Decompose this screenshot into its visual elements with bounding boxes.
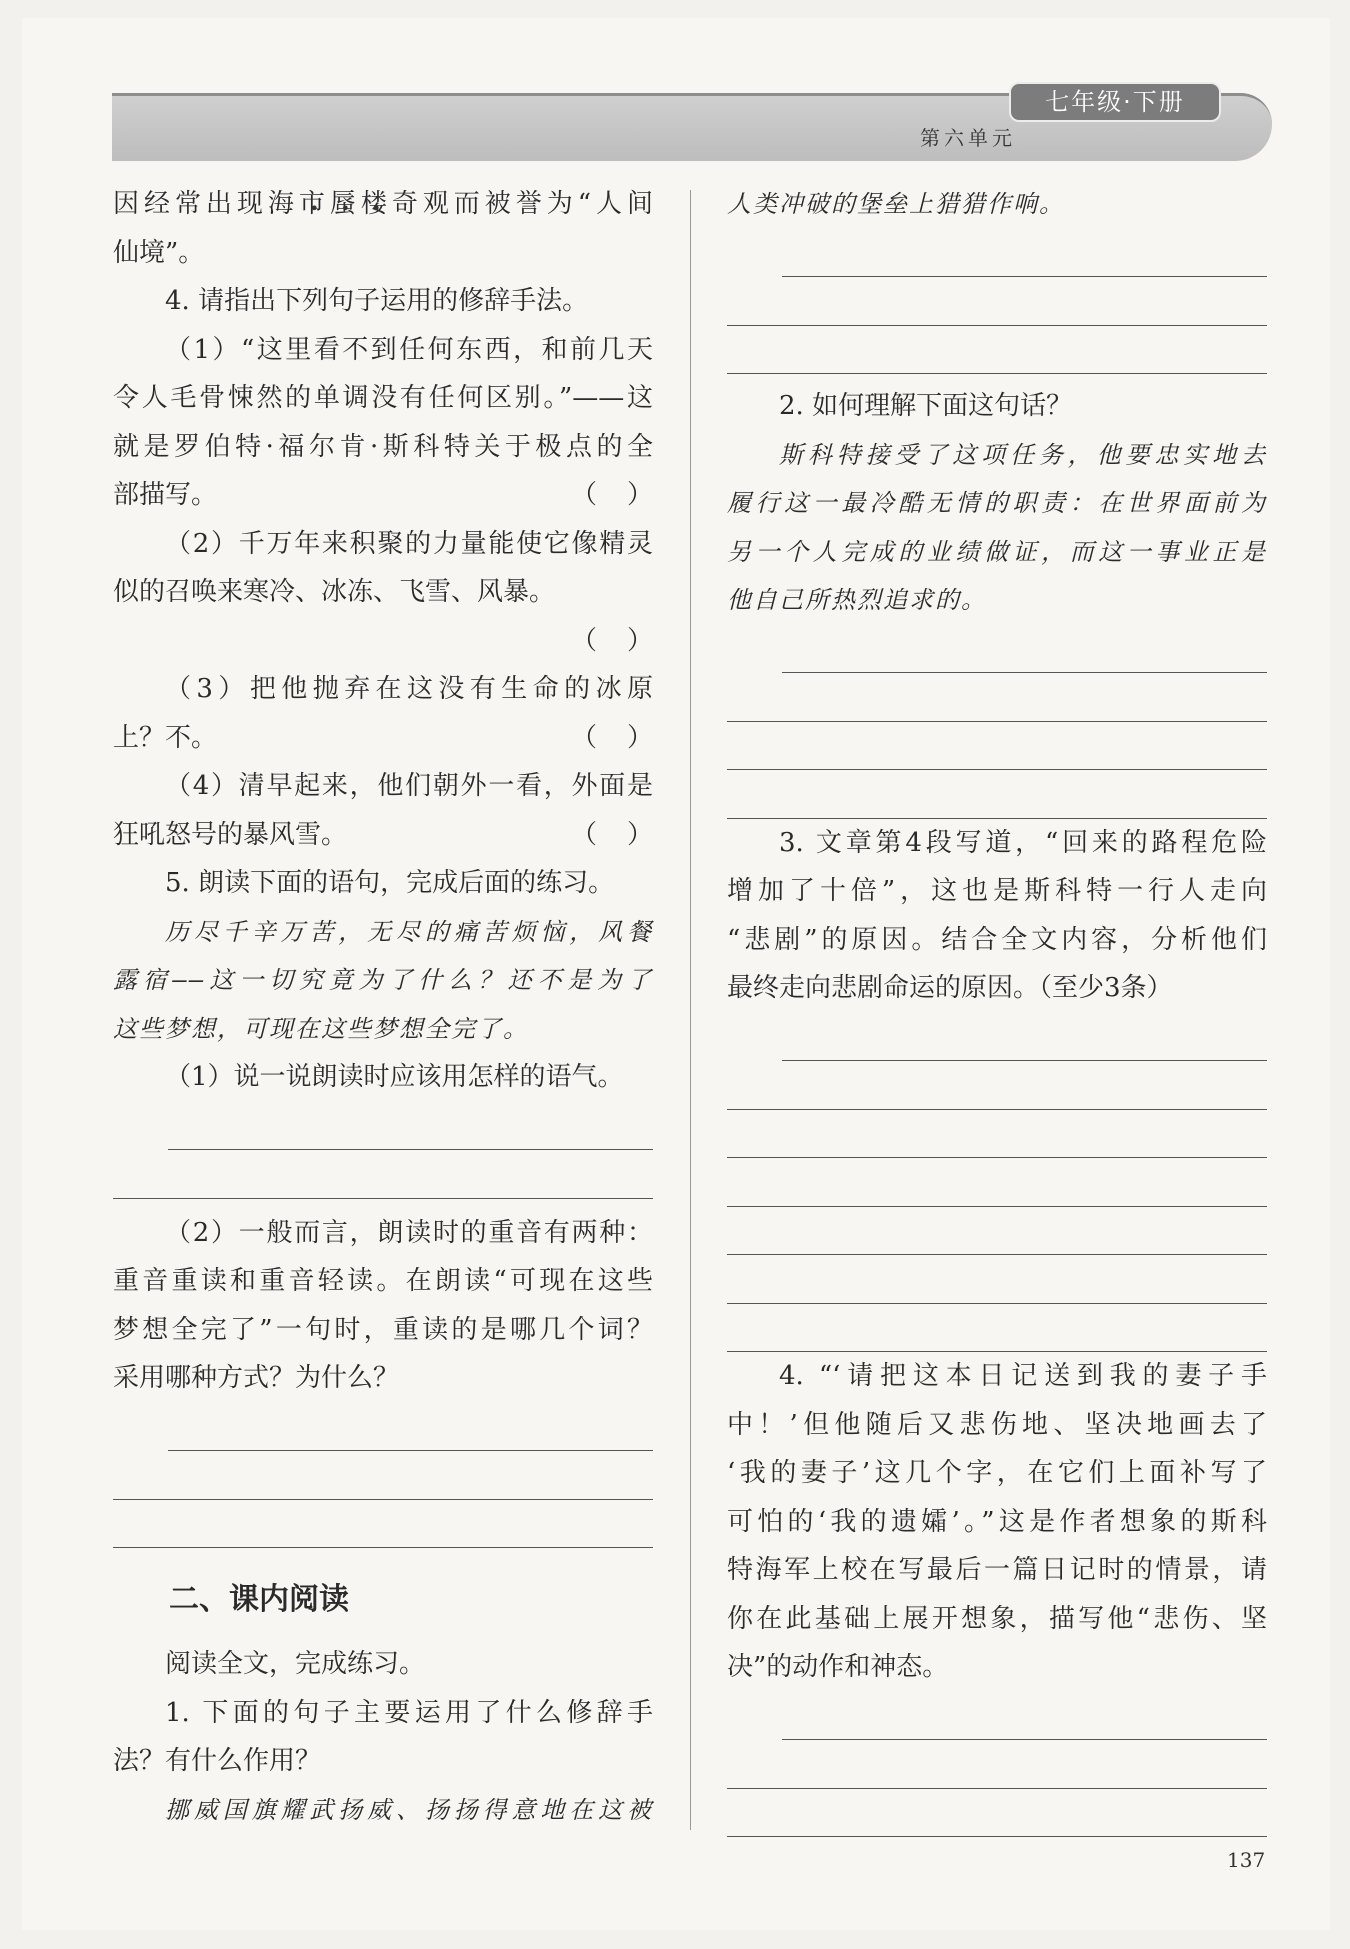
- answer-line[interactable]: [113, 1150, 653, 1199]
- text-line: 仙境”。: [113, 237, 205, 268]
- quote-line: 历尽千辛万苦，无尽的痛苦烦恼，风餐: [165, 917, 653, 946]
- answer-line[interactable]: [168, 1403, 653, 1452]
- section-intro: 阅读全文，完成练习。: [165, 1649, 426, 1679]
- column-divider: [690, 190, 691, 1830]
- quote-line: 履行这一最冷酷无情的职责：在世界面前为: [727, 489, 1267, 517]
- text-line: 可怕的‘我的遗孀’。”这是作者想象的斯科: [727, 1506, 1267, 1537]
- text-line: 梦想全完了”一句时，重读的是哪几个词？: [113, 1314, 653, 1345]
- answer-line[interactable]: [727, 1110, 1267, 1159]
- text-line: ‘我的妻子’这几个字，在它们上面补写了: [727, 1458, 1267, 1488]
- answer-line[interactable]: [782, 229, 1267, 278]
- answer-line[interactable]: [727, 1158, 1267, 1207]
- answer-parentheses[interactable]: （ ）: [571, 480, 653, 510]
- left-column: [113, 180, 653, 1834]
- answer-line[interactable]: [727, 722, 1267, 771]
- quote-line: 挪威国旗耀武扬威、扬扬得意地在这被: [165, 1795, 653, 1824]
- text-line: （4）清早起来，他们朝外一看，外面是: [165, 771, 653, 801]
- quote-line: 他自己所热烈追求的。: [727, 586, 987, 614]
- answer-row: [113, 811, 653, 860]
- text-line: 上？不。: [113, 722, 218, 753]
- question-2-title: 2. 如何理解下面这句话？: [779, 391, 1073, 421]
- answer-line[interactable]: [727, 1740, 1267, 1789]
- unit-label: 第六单元: [920, 126, 1016, 150]
- section-title: 二、课内阅读: [169, 1582, 349, 1617]
- answer-line[interactable]: [727, 1789, 1267, 1838]
- text-line: “悲剧”的原因。结合全文内容，分析他们: [727, 924, 1267, 955]
- answer-line[interactable]: [727, 277, 1267, 326]
- quote-line: 人类冲破的堡垒上猎猎作响。: [727, 190, 1065, 218]
- answer-line[interactable]: [727, 770, 1267, 819]
- text-line: 狂吼怒号的暴风雪。: [113, 819, 348, 850]
- text-line: 你在此基础上展开想象，描写他“悲伤、坚: [727, 1603, 1267, 1634]
- emphasized-char: 蜃 •: [330, 189, 361, 219]
- grade-tag: 七年级·下册: [1009, 82, 1221, 122]
- answer-parentheses[interactable]: （ ）: [571, 722, 653, 753]
- answer-line[interactable]: [782, 1692, 1267, 1741]
- emphasized-char: 市 •: [299, 189, 330, 219]
- answer-row: [113, 617, 653, 666]
- answer-parentheses[interactable]: （ ）: [571, 819, 653, 850]
- question-5-2: （2）一般而言，朗读时的重音有两种：: [165, 1217, 653, 1248]
- answer-line[interactable]: [727, 326, 1267, 375]
- text-line: 令人毛骨悚然的单调没有任何区别。”——这: [113, 383, 653, 413]
- text-line: 重音重读和重音轻读。在朗读“可现在这些: [113, 1266, 653, 1296]
- question-5-1: （1）说一说朗读时应该用怎样的语气。: [165, 1062, 624, 1092]
- text-line: 采用哪种方式？为什么？: [113, 1363, 400, 1393]
- quote-line: 露宿——这一切究竟为了什么？还不是为了: [113, 966, 653, 994]
- text-line: 增加了十倍”，这也是斯科特一行人走向: [727, 876, 1267, 906]
- answer-line[interactable]: [113, 1500, 653, 1549]
- quote-line: 斯科特接受了这项任务，他要忠实地去: [779, 440, 1267, 469]
- page-number: 137: [1227, 1848, 1266, 1872]
- text-line: （3）把他抛弃在这没有生命的冰原: [165, 674, 653, 704]
- text-line: 法？有什么作用？: [113, 1746, 322, 1776]
- text-line: 特海军上校在写最后一篇日记时的情景，请: [727, 1555, 1267, 1585]
- answer-row: [113, 471, 653, 520]
- answer-line[interactable]: [727, 1255, 1267, 1304]
- answer-line[interactable]: [782, 625, 1267, 674]
- answer-line[interactable]: [727, 673, 1267, 722]
- text-line: 因经常出现海市 •蜃 •楼 •奇观而被誉为“人间: [113, 180, 653, 229]
- text-line: 就是罗伯特·福尔肯·斯科特关于极点的全: [113, 431, 653, 462]
- text-line: （2）千万年来积聚的力量能使它像精灵: [165, 528, 653, 559]
- answer-line[interactable]: [782, 1013, 1267, 1062]
- quote-line: 这些梦想，可现在这些梦想全完了。: [113, 1014, 529, 1043]
- answer-row: [113, 714, 653, 763]
- answer-line[interactable]: [727, 1304, 1267, 1353]
- answer-line[interactable]: [727, 1207, 1267, 1256]
- answer-parentheses[interactable]: （ ）: [571, 625, 653, 656]
- question-4: 4. “‘请把这本日记送到我的妻子手: [779, 1361, 1267, 1391]
- text-line: 决”的动作和神态。: [727, 1652, 949, 1682]
- text-line: 中！’但他随后又悲伤地、坚决地画去了: [727, 1409, 1267, 1440]
- question-3: 3. 文章第4段写道，“回来的路程危险: [779, 827, 1267, 858]
- question-5-title: 5. 朗读下面的语句，完成后面的练习。: [165, 868, 615, 898]
- emphasized-char: 楼 •: [361, 189, 392, 219]
- question-4-title: 4. 请指出下列句子运用的修辞手法。: [165, 286, 589, 316]
- answer-line[interactable]: [727, 1061, 1267, 1110]
- text-line: 部描写。: [113, 480, 218, 510]
- text-line: （1）“这里看不到任何东西，和前几天: [165, 334, 653, 365]
- text-line: 最终走向悲剧命运的原因。（至少3条）: [727, 973, 1173, 1003]
- answer-line[interactable]: [168, 1102, 653, 1151]
- answer-line[interactable]: [113, 1451, 653, 1500]
- right-column: [727, 180, 1267, 1837]
- question-1: 1. 下面的句子主要运用了什么修辞手: [165, 1697, 653, 1728]
- text-line: 似的召唤来寒冷、冰冻、飞雪、风暴。: [113, 577, 556, 607]
- quote-line: 另一个人完成的业绩做证，而这一事业正是: [727, 537, 1267, 566]
